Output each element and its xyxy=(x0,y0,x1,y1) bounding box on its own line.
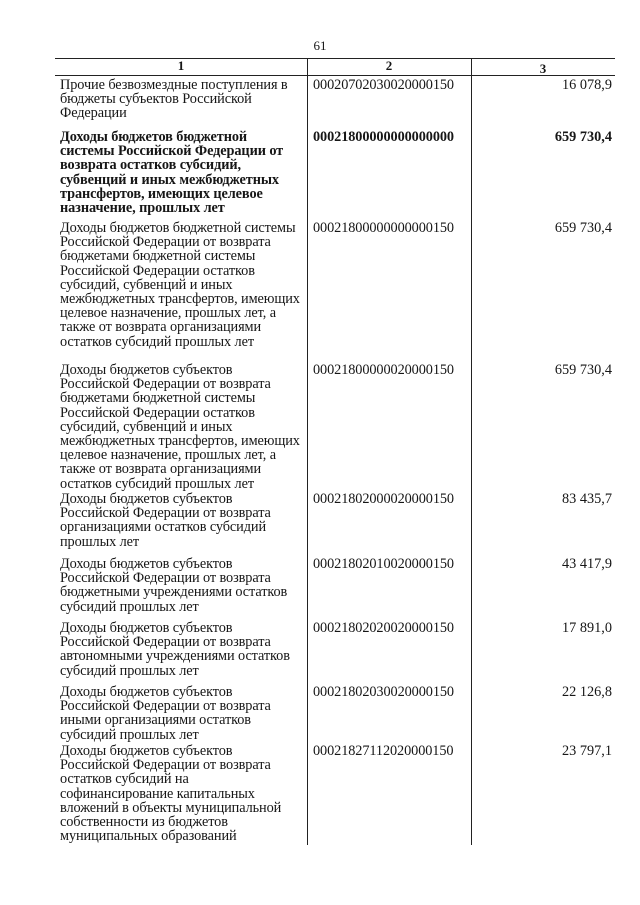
table-header xyxy=(55,58,615,76)
row-description: Прочие безвозмездные поступления в бюджеты субъектов Российской Федерации xyxy=(60,77,288,122)
row-description: Доходы бюджетов субъектов Российской Федерации от возврата остатков субсидий на софинансирование капитальных вложений в объекты муниципальной собственности из бюджетов муниципальных образований xyxy=(60,743,282,845)
row-code: 00021800000000000000 xyxy=(313,129,454,145)
header-col-1: 1 xyxy=(177,58,185,73)
row-description: Доходы бюджетов бюджетной системы Российской Федерации от возврата остатков субсидий, субвенций и иных межбюджетных трансфертов, имеющих целевое назначение, прошлых лет xyxy=(60,129,284,217)
row-description: Доходы бюджетов субъектов Российской Федерации от возврата иными организациями остатков субсидий прошлых лет xyxy=(60,684,271,743)
row-amount: 17 891,0 xyxy=(561,620,612,636)
row-description: Доходы бюджетов субъектов Российской Федерации от возврата организациями остатков субсидий прошлых лет xyxy=(60,491,271,550)
row-amount: 23 797,1 xyxy=(561,743,612,759)
row-amount: 83 435,7 xyxy=(561,491,612,507)
row-amount: 659 730,4 xyxy=(554,220,612,236)
row-code: 00021827112020000150 xyxy=(313,743,454,759)
row-amount: 43 417,9 xyxy=(561,556,612,572)
row-description: Доходы бюджетов субъектов Российской Федерации от возврата автономными учреждениями остатков субсидий прошлых лет xyxy=(60,620,290,679)
row-code: 00021802030020000150 xyxy=(313,684,454,700)
header-col-3: 3 xyxy=(539,61,547,76)
row-code: 00021800000020000150 xyxy=(313,362,454,378)
row-description: Доходы бюджетов бюджетной системы Российской Федерации от возврата бюджетами бюджетной системы Российской Федерации остатков субсидий, субвенций и иных межбюджетных трансфертов, имеющих целевое назначение, прошлых лет, а также от возврата организациями остатков субсидий прошлых лет xyxy=(60,220,300,350)
row-amount: 22 126,8 xyxy=(561,684,612,700)
row-description: Доходы бюджетов субъектов Российской Федерации от возврата бюджетными учреждениями остатков субсидий прошлых лет xyxy=(60,556,288,615)
row-amount: 16 078,9 xyxy=(561,77,612,93)
page-number: 61 xyxy=(313,38,327,53)
header-col-2: 2 xyxy=(385,58,393,73)
row-amount: 659 730,4 xyxy=(554,129,612,145)
column-divider xyxy=(471,74,472,845)
row-code: 00020702030020000150 xyxy=(313,77,454,93)
row-code: 00021800000000000150 xyxy=(313,220,454,236)
column-divider xyxy=(307,74,308,845)
row-amount: 659 730,4 xyxy=(554,362,612,378)
row-description: Доходы бюджетов субъектов Российской Федерации от возврата бюджетами бюджетной системы Российской Федерации остатков субсидий, субвенций и иных межбюджетных трансфертов, имеющих целевое назначение, прошлых лет, а также от возврата организациями остатков субсидий прошлых лет xyxy=(60,362,300,492)
row-code: 00021802020020000150 xyxy=(313,620,454,636)
row-code: 00021802000020000150 xyxy=(313,491,454,507)
row-code: 00021802010020000150 xyxy=(313,556,454,572)
